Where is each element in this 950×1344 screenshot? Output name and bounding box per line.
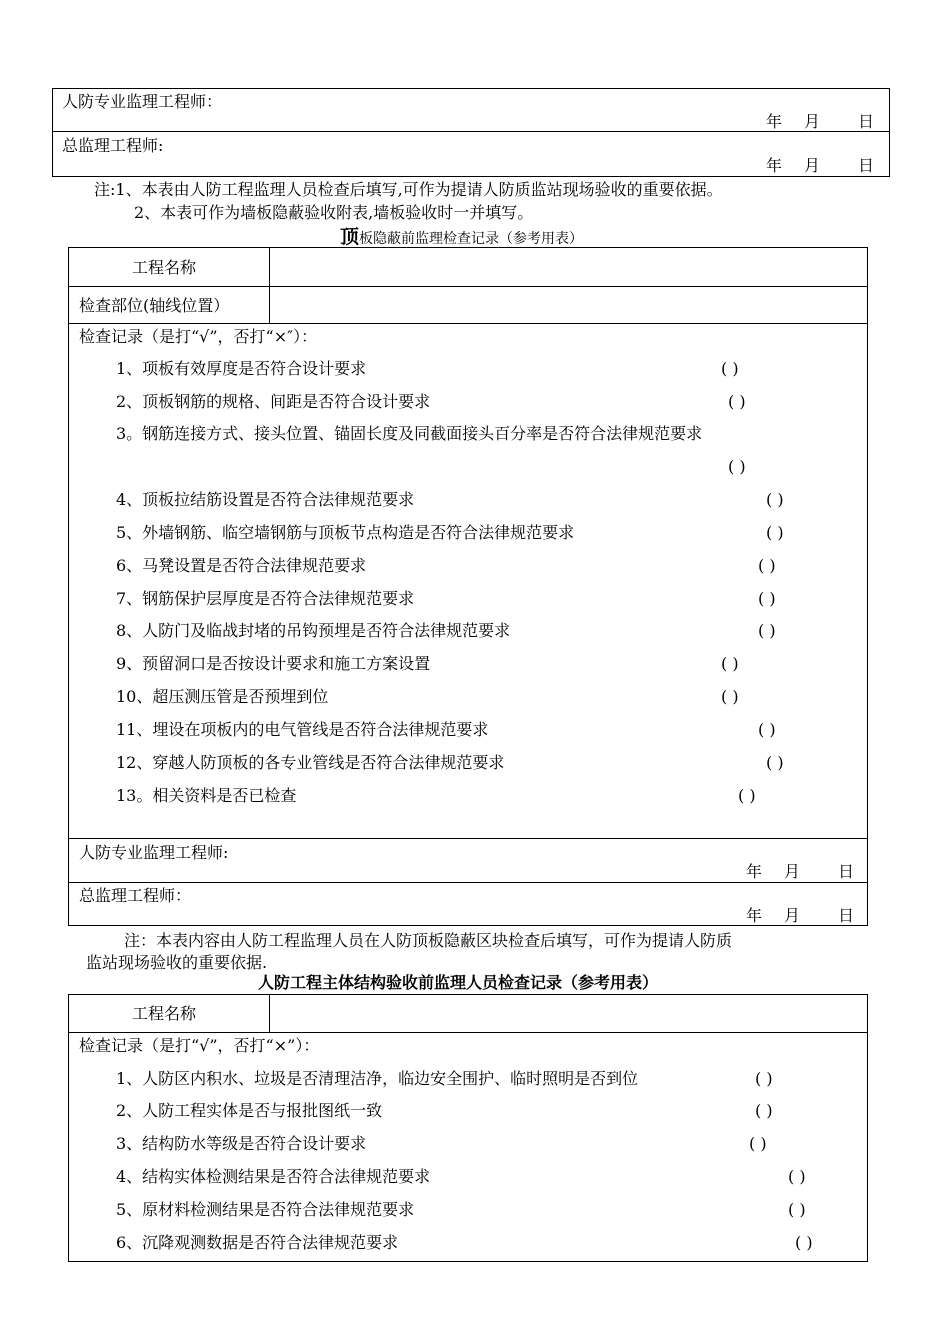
- date-month: 月: [784, 862, 801, 881]
- form3-item-3-mark: ( ): [749, 1134, 767, 1153]
- form2-project-name-label: 工程名称: [132, 258, 197, 277]
- date-day: 日: [858, 156, 875, 175]
- form2-title-rest: 板隐蔽前监理检查记录（参考用表）: [359, 231, 584, 247]
- form3-item-4-mark: ( ): [788, 1167, 806, 1186]
- form2-chief-engineer-label: 总监理工程师：: [79, 886, 192, 905]
- form3-item-6-mark: ( ): [795, 1233, 813, 1252]
- form2-item-6-mark: ( ): [758, 556, 776, 575]
- form2-row-divider-4: [68, 882, 868, 883]
- date-year: 年: [746, 862, 763, 881]
- form3-item-3: 3、结构防水等级是否符合设计要求: [116, 1134, 367, 1153]
- form2-item-1: 1、项板有效厚度是否符合设计要求: [116, 359, 367, 378]
- form2-item-13-mark: ( ): [738, 786, 756, 805]
- form3-item-1: 1、人防区内积水、垃圾是否清理洁净，临边安全围护、临时照明是否到位: [116, 1069, 639, 1088]
- form2-item-12-mark: ( ): [766, 753, 784, 772]
- form2-item-5-mark: ( ): [766, 523, 784, 542]
- form2-item-3-mark: ( ): [728, 457, 746, 476]
- form3-item-2: 2、人防工程实体是否与报批图纸一致: [116, 1101, 383, 1120]
- date-month: 月: [804, 112, 821, 131]
- date-day: 日: [838, 906, 855, 925]
- form2-item-2-mark: ( ): [728, 392, 746, 411]
- form3-table: [68, 994, 868, 1262]
- date-month: 月: [804, 156, 821, 175]
- form3-item-5-mark: ( ): [788, 1200, 806, 1219]
- top-note-2: 2、本表可作为墙板隐蔽验收附表,墙板验收时一并填写。: [134, 203, 534, 222]
- form2-item-4: 4、顶板拉结筋设置是否符合法律规范要求: [116, 490, 415, 509]
- top-chief-engineer-date: [766, 156, 874, 176]
- date-month: 月: [784, 906, 801, 925]
- form2-row-divider-3: [68, 838, 868, 839]
- date-day: 日: [838, 862, 855, 881]
- form2-table: [68, 247, 868, 926]
- form2-item-12: 12、穿越人防顶板的各专业管线是否符合法律规范要求: [116, 753, 505, 772]
- date-year: 年: [746, 906, 763, 925]
- form3-row-divider-1: [68, 1032, 868, 1033]
- date-year: 年: [766, 112, 783, 131]
- form2-item-10-mark: ( ): [721, 687, 739, 706]
- form3-item-2-mark: ( ): [755, 1101, 773, 1120]
- form3-item-4: 4、结构实体检测结果是否符合法律规范要求: [116, 1167, 431, 1186]
- form3-title: 人防工程主体结构验收前监理人员检查记录（参考用表）: [258, 973, 659, 992]
- form2-item-4-mark: ( ): [766, 490, 784, 509]
- top-civil-engineer-date: [766, 112, 874, 132]
- form2-row-divider-2: [68, 323, 868, 324]
- form2-item-7: 7、钢筋保护层厚度是否符合法律规范要求: [116, 589, 415, 608]
- form2-item-1-mark: ( ): [721, 359, 739, 378]
- top-chief-engineer-label: 总监理工程师:: [62, 136, 164, 155]
- form2-item-2: 2、顶板钢筋的规格、间距是否符合设计要求: [116, 392, 431, 411]
- form2-title: [340, 227, 583, 249]
- form2-item-11: 11、埋设在项板内的电气管线是否符合法律规范要求: [116, 720, 489, 739]
- form2-note-line-2: 监站现场验收的重要依据.: [86, 953, 268, 972]
- form2-item-13: 13。相关资料是否已检查: [116, 786, 297, 805]
- form2-title-first-char: 顶: [340, 226, 360, 248]
- form2-civil-engineer-label: 人防专业监理工程师:: [79, 843, 229, 862]
- form2-row-divider-1: [68, 286, 868, 287]
- form3-item-5: 5、原材料检测结果是否符合法律规范要求: [116, 1200, 415, 1219]
- form2-col-divider: [269, 247, 270, 323]
- form2-item-3: 3。钢筋连接方式、接头位置、锚固长度及同截面接头百分率是否符合法律规范要求: [116, 424, 703, 443]
- form2-civil-engineer-date: [746, 862, 854, 882]
- form2-chief-engineer-date: [746, 906, 854, 926]
- form2-item-5: 5、外墙钢筋、临空墙钢筋与顶板节点构造是否符合法律规范要求: [116, 523, 575, 542]
- form3-item-1-mark: ( ): [755, 1069, 773, 1088]
- form2-item-11-mark: ( ): [758, 720, 776, 739]
- form2-item-8-mark: ( ): [758, 621, 776, 640]
- form2-item-9: 9、预留洞口是否按设计要求和施工方案设置: [116, 654, 431, 673]
- form3-record-label: 检查记录（是打“√”，否打“×”）：: [79, 1036, 320, 1055]
- form2-item-7-mark: ( ): [758, 589, 776, 608]
- form2-item-8: 8、人防门及临战封堵的吊钩预埋是否符合法律规范要求: [116, 621, 511, 640]
- form2-note-line-1: 注：本表内容由人防工程监理人员在人防顶板隐蔽区块检查后填写，可作为提请人防质: [124, 931, 733, 950]
- date-day: 日: [858, 112, 875, 131]
- top-signature-divider: [52, 131, 890, 132]
- form2-item-6: 6、马凳设置是否符合法律规范要求: [116, 556, 367, 575]
- top-civil-engineer-label: 人防专业监理工程师：: [62, 92, 223, 111]
- form3-item-6: 6、沉降观测数据是否符合法律规范要求: [116, 1233, 399, 1252]
- form2-item-9-mark: ( ): [721, 654, 739, 673]
- date-year: 年: [766, 156, 783, 175]
- form2-item-10: 10、超压测压管是否预埋到位: [116, 687, 329, 706]
- form3-col-divider: [269, 994, 270, 1032]
- form2-inspection-part-label: 检查部位(轴线位置）: [79, 296, 230, 315]
- form3-project-name-label: 工程名称: [132, 1004, 197, 1023]
- form2-record-label: 检查记录（是打“√”，否打“×″）：: [79, 327, 318, 346]
- top-note-1: 注:1、本表由人防工程监理人员检查后填写,可作为提请人防质监站现场验收的重要依据。: [94, 180, 723, 199]
